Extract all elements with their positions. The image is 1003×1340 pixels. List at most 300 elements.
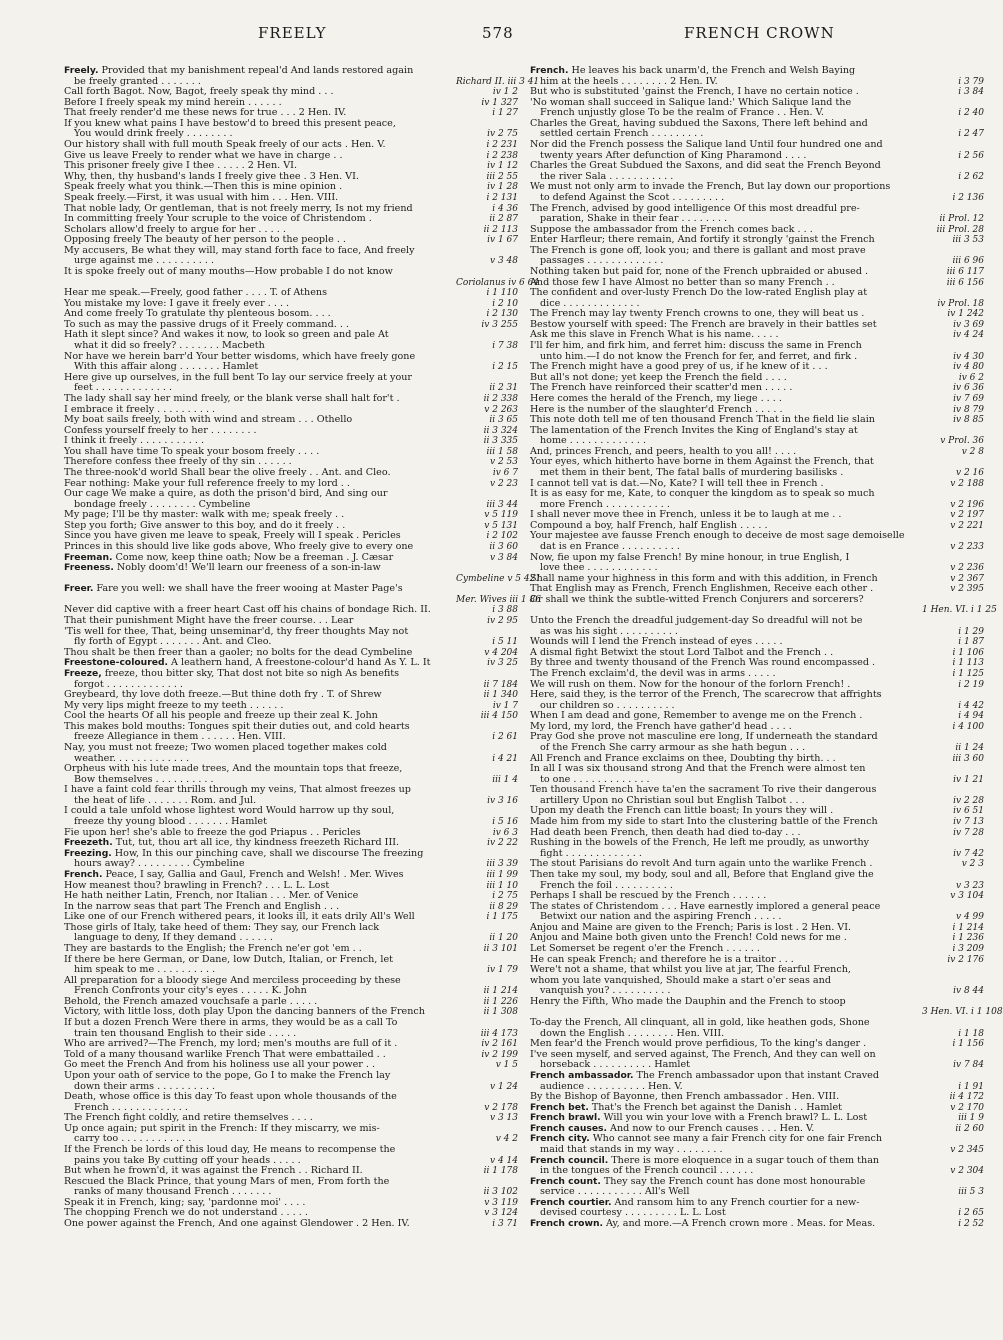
headword: French courtier. [530, 1196, 612, 1208]
quotation-text: Princes in this should live like gods above, Who freely give to every one [64, 541, 414, 553]
quotation-text: There is more eloquence in a sugar touch of them than [611, 1154, 880, 1166]
act-scene-line-reference: iv 1 327 [454, 98, 518, 109]
act-scene-line-reference: ii 1 340 [454, 690, 518, 701]
act-scene-line-reference: iii Prol. 28 [920, 225, 984, 236]
act-scene-line-reference: i 2 231 [454, 140, 518, 151]
quotation-text: I have a faint cold fear thrills through my veins, That almost freezes up [64, 784, 411, 796]
quotation-text: him speak to me . . . . . . . . . . [74, 964, 216, 976]
act-scene-line-reference: iii 6 96 [920, 256, 984, 267]
act-scene-line-reference: iii 6 156 [920, 278, 984, 289]
quotation-text: Step you forth; Give answer to this boy, and do it freely . . [64, 519, 346, 531]
quotation-text: My boat sails freely, both with wind and stream . . . Othello [64, 414, 353, 426]
act-scene-line-reference: iii 3 44 [454, 500, 518, 511]
quotation-text: unto him.—I do not know the French for fer, and ferret, and firk . [540, 350, 858, 362]
quotation-text: Henry the Fifth, Who made the Dauphin and the French to stoop [530, 995, 846, 1007]
quotation-text: in the tongues of the French council . . . . . . [540, 1165, 754, 1177]
quotation-text: How, In this our pinching cave, shall we discourse The freezing [114, 847, 424, 859]
quotation-text: All preparation for a bloody siege And merciless proceeding by these [64, 974, 401, 986]
act-scene-line-reference: iv Prol. 18 [920, 299, 984, 310]
act-scene-line-reference: i 1 156 [920, 1039, 984, 1050]
act-scene-line-reference: iv 3 25 [454, 658, 518, 669]
act-scene-line-reference: iv 8 85 [920, 415, 984, 426]
quotation-text: Fie upon her! she's able to freeze the god Priapus . . Pericles [64, 826, 361, 838]
headword: French causes. [530, 1122, 608, 1134]
quotation-text: Since you have given me leave to speak, Freely will I speak . Pericles [64, 530, 401, 542]
quotation-text: It is spoke freely out of many mouths—How probable I do not know [64, 265, 393, 277]
act-scene-line-reference: iii 3 60 [920, 754, 984, 765]
act-scene-line-reference: v 2 345 [920, 1145, 984, 1156]
act-scene-line-reference: i 2 75 [454, 891, 518, 902]
quotation-text: Behold, the French amazed vouchsafe a parle . . . . . [64, 995, 318, 1007]
act-scene-line-reference: iv 7 28 [920, 828, 984, 839]
act-scene-line-reference: iv 2 161 [454, 1039, 518, 1050]
act-scene-line-reference: iii 3 53 [920, 235, 984, 246]
act-scene-line-reference: ii 1 214 [454, 986, 518, 997]
headword: Freezing. [64, 847, 112, 859]
act-scene-line-reference: v 3 48 [454, 256, 518, 267]
quotation-text: dice . . . . . . . . . . . . . [540, 297, 640, 309]
act-scene-line-reference: v 2 170 [920, 1103, 984, 1114]
quotation-text: One power against the French, And one against Glendower . 2 Hen. IV. [64, 1218, 410, 1230]
quotation-text: Perhaps I shall be rescued by the French . . . . . . [530, 890, 767, 902]
act-scene-line-reference: iii 1 4 [454, 775, 518, 786]
act-scene-line-reference: i 1 175 [454, 912, 518, 923]
quotation-text: Charles the Great, having subdued the Saxons, There left behind and [530, 117, 868, 129]
act-scene-line-reference: Cymbeline v 5 421 [456, 573, 542, 584]
quotation-text: You mistake my love: I gave it freely ever . . . . [64, 297, 290, 309]
quotation-text: carry too . . . . . . . . . . . . [74, 1133, 192, 1145]
quotation-text: Never did captive with a freer heart Cast off his chains of bondage Rich. II. [64, 604, 431, 616]
quotation-text: I think it freely . . . . . . . . . . . [64, 435, 205, 447]
quotation-text: to defend Against the Scot . . . . . . . . . [540, 191, 725, 203]
quotation-text: Charles the Great Subdued the Saxons, and did seat the French Beyond [530, 160, 881, 172]
act-scene-line-reference: i 2 40 [920, 108, 984, 119]
act-scene-line-reference: ii 2 87 [454, 214, 518, 225]
quotation-text: French . . . . . . . . . . . . . [74, 1101, 188, 1113]
act-scene-line-reference: v 2 367 [920, 574, 984, 585]
act-scene-line-reference: v 3 23 [920, 881, 984, 892]
act-scene-line-reference: 1 Hen. VI. i 1 25 [922, 605, 997, 616]
act-scene-line-reference: i 2 52 [920, 1219, 984, 1230]
headword: French. [530, 65, 569, 76]
act-scene-line-reference: iv 2 199 [454, 1050, 518, 1061]
quotation-text: Therefore confess thee freely of thy sin . . . . . . [64, 456, 292, 468]
act-scene-line-reference: v 2 197 [920, 510, 984, 521]
quotation-text: My lord, my lord, the French have gather'd head . . . . [530, 720, 792, 732]
quotation-text: They say the French count has done most honourable [603, 1175, 866, 1187]
quotation-text: Your majestee ave fausse French enough to deceive de most sage demoiselle [530, 530, 905, 542]
act-scene-line-reference: iv 4 30 [920, 352, 984, 363]
quotation-text: He leaves his back unarm'd, the French and Welsh Baying [571, 65, 856, 76]
quotation-text: Let Somerset be regent o'er the French . . . . . . [530, 942, 760, 954]
quotation-text: Were't not a shame, that whilst you live at jar, The fearful French, [530, 964, 851, 976]
act-scene-line-reference: i 2 238 [454, 151, 518, 162]
headword: Freely. [64, 65, 99, 76]
quotation-text: That freely render'd me these news for true . . . 2 Hen. IV. [64, 107, 347, 119]
act-scene-line-reference: iv 6 3 [454, 828, 518, 839]
quotation-text: All French and France exclaims on thee, Doubting thy birth. . . [530, 752, 836, 764]
quotation-text: be freely granted . . . . . . . [74, 75, 201, 87]
act-scene-line-reference: i 1 91 [920, 1082, 984, 1093]
quotation-text: maid that stands in my way . . . . . . . . [540, 1143, 723, 1155]
quotation-text: The three-nook'd world Shall bear the olive freely . . Ant. and Cleo. [64, 466, 391, 478]
headword: French crown. [530, 1218, 603, 1230]
act-scene-line-reference: i 1 27 [454, 108, 518, 119]
quotation-text: Ten thousand French have ta'en the sacrament To rive their dangerous [530, 784, 877, 796]
act-scene-line-reference: i 5 16 [454, 817, 518, 828]
quotation-text: Go meet the French And from his holiness use all your power . . [64, 1059, 376, 1071]
quotation-text: By three and twenty thousand of the French Was round encompassed . [530, 657, 876, 669]
quotation-text: The lamentation of the French Invites the King of England's stay at [530, 424, 858, 436]
quotation-text: Pray God she prove not masculine ere long, If underneath the standard [530, 731, 878, 743]
quotation-text: Greybeard, thy love doth freeze.—But thine doth fry . T. of Shrew [64, 689, 382, 701]
quotation-text: And ransom him to any French courtier for a new- [614, 1196, 860, 1208]
quotation-text: When I am dead and gone, Remember to avenge me on the French . [530, 710, 863, 722]
act-scene-line-reference: iv 6 51 [920, 806, 984, 817]
act-scene-line-reference: iv 6 2 [920, 373, 984, 384]
quotation-text: And, princes French, and peers, health to you all! . . . . [530, 445, 797, 457]
quotation-text: My accusers, Be what they will, may stand forth face to face, And freely [64, 244, 415, 256]
quotation-text: our children so . . . . . . . . . . [540, 699, 675, 711]
act-scene-line-reference: i 4 42 [920, 701, 984, 712]
headword: French brawl. [530, 1112, 601, 1124]
act-scene-line-reference: i 2 102 [454, 531, 518, 542]
act-scene-line-reference: i 3 71 [454, 1219, 518, 1230]
quotation-text: We must not only arm to invade the French, But lay down our proportions [530, 181, 891, 193]
headword: Freezeth. [64, 837, 113, 849]
quotation-text: freeze thy young blood . . . . . . . Hamlet [74, 816, 267, 828]
quotation-text: pains you take By cutting off your heads . . . . . [74, 1154, 301, 1166]
quotation-text: paration, Shake in their fear . . . . . . . . [540, 213, 728, 225]
act-scene-line-reference: iv 3 16 [454, 796, 518, 807]
quotation-line [64, 1219, 518, 1230]
quotation-text: But all's not done; yet keep the French the field . . . . [530, 371, 787, 383]
quotation-text: Those girls of Italy, take heed of them: They say, our French lack [64, 921, 380, 933]
act-scene-line-reference: v 3 119 [454, 1198, 518, 1209]
quotation-text: freeze, thou bitter sky, That dost not bite so nigh As benefits [104, 667, 400, 679]
act-scene-line-reference: i 1 113 [920, 658, 984, 669]
quotation-text: Wounds will I lend the French instead of eyes . . . . . [530, 636, 783, 648]
act-scene-line-reference: i 3 209 [920, 944, 984, 955]
quotation-text: Hear me speak.—Freely, good father . . . . T. of Athens [64, 287, 327, 299]
quotation-text: This note doth tell me of ten thousand French That in the field lie slain [530, 414, 875, 426]
act-scene-line-reference: ii 2 338 [454, 394, 518, 405]
act-scene-line-reference: iii 1 99 [454, 870, 518, 881]
quotation-text: what it did so freely? . . . . . . . Macbeth [74, 340, 265, 352]
act-scene-line-reference: i 1 236 [920, 933, 984, 944]
quotation-text: If you knew what pains I have bestow'd to breed this present peace, [64, 117, 396, 129]
quotation-text: Confess yourself freely to her . . . . . . . . [64, 424, 257, 436]
quotation-text: Like one of our French withered pears, it looks ill, it eats drily All's Well [64, 911, 415, 923]
quotation-text: Orpheus with his lute made trees, And the mountain tops that freeze, [64, 763, 403, 775]
quotation-text: My very lips might freeze to my teeth . . . . . . [64, 699, 284, 711]
act-scene-line-reference: i 1 125 [920, 669, 984, 680]
quotation-text: The French exclaim'd, the devil was in arms . . . . . [530, 667, 776, 679]
act-scene-line-reference: Mer. Wives iii 1 86 [456, 594, 541, 605]
quotation-text: him at the heels . . . . . . . . 2 Hen. IV. [540, 75, 718, 87]
quotation-text: Shall name your highness in this form and with this addition, in French [530, 572, 878, 584]
act-scene-line-reference: v 2 16 [920, 468, 984, 479]
quotation-text: more French . . . . . . . . . . . [540, 498, 670, 510]
act-scene-line-reference: iii 5 3 [920, 1187, 984, 1198]
quotation-text: The confident and over-lusty French Do the low-rated English play at [530, 287, 868, 299]
quotation-text: Here give up ourselves, in the full bent To lay our service freely at your [64, 371, 413, 383]
act-scene-line-reference: i 2 15 [454, 362, 518, 373]
quotation-text: Here is the number of the slaughter'd French . . . . . [530, 403, 783, 415]
quotation-text: of the French She carry armour as she hath begun . . . [540, 742, 806, 753]
act-scene-line-reference: iv 1 12 [454, 161, 518, 172]
headword: French council. [530, 1154, 609, 1166]
act-scene-line-reference: v 4 14 [454, 1156, 518, 1167]
act-scene-line-reference: v 3 104 [920, 891, 984, 902]
quotation-text: Death, whose office is this day To feast upon whole thousands of the [64, 1091, 397, 1103]
act-scene-line-reference: ii 1 20 [454, 933, 518, 944]
headword: French ambassador. [530, 1069, 634, 1081]
quotation-text: vanquish you? . . . . . . . . . . [540, 985, 671, 997]
quotation-text: You would drink freely . . . . . . . . [74, 128, 233, 140]
quotation-text: service . . . . . . . . . . . All's Well [540, 1186, 690, 1198]
quotation-text: Here, said they, is the terror of the French, The scarecrow that affrights [530, 689, 882, 701]
quotation-text: Suppose the ambassador from the French comes back . . . [530, 223, 813, 235]
quotation-text: Enter Harfleur; there remain, And fortify it strongly 'gainst the French [530, 234, 875, 246]
quotation-text: Come now, keep thine oath; Now be a freeman . J. Cæsar [115, 551, 394, 563]
quotation-text: How meanest thou? brawling in French? . . . L. L. Lost [64, 879, 330, 891]
quotation-text: If the French be lords of this loud day, He means to recompense the [64, 1143, 396, 1155]
quotation-text: down the English . . . . . . . . Hen. VIII. [540, 1027, 725, 1039]
act-scene-line-reference: ii 3 101 [454, 944, 518, 955]
quotation-text: 'No woman shall succeed in Salique land:' Which Salique land the [530, 96, 852, 108]
act-scene-line-reference: iv 7 13 [920, 817, 984, 828]
quotation-text: Our cage We make a quire, as doth the prison'd bird, And sing our [64, 488, 388, 500]
quotation-text: Told of a many thousand warlike French That were embattailed . . [64, 1048, 386, 1060]
headword-entry-line [64, 563, 518, 574]
quotation-text: whom you late vanquished, Should make a start o'er seas and [530, 974, 831, 986]
quotation-text: Upon your oath of service to the pope, Go I to make the French lay [64, 1069, 391, 1081]
quotation-text: Or shall we think the subtle-witted French Conjurers and sorcerers? [530, 593, 864, 605]
headword: Freeman. [64, 551, 113, 563]
quotation-text: The lady shall say her mind freely, or the blank verse shall halt for't . [64, 392, 400, 404]
act-scene-line-reference: i 1 110 [454, 288, 518, 299]
quotation-text: Victory, with little loss, doth play Upon the dancing banners of the French [64, 1006, 425, 1018]
running-header [0, 24, 1000, 50]
act-scene-line-reference: ii 3 65 [454, 415, 518, 426]
quotation-text: The French fight coldly, and retire themselves . . . . [64, 1112, 313, 1124]
act-scene-line-reference: ii 1 226 [454, 997, 518, 1008]
quotation-line [530, 595, 984, 606]
left-column [64, 65, 542, 1332]
act-scene-line-reference: i 2 65 [920, 1208, 984, 1219]
headword-entry-line [64, 584, 518, 595]
quotation-text: weather. . . . . . . . . . . . . [74, 752, 190, 764]
quotation-text: By the Bishop of Bayonne, then French ambassador . Hen. VIII. [530, 1091, 840, 1103]
act-scene-line-reference: 3 Hen. VI. i 1 108 [922, 1007, 1003, 1018]
quotation-text: I've seen myself, and served against, The French, And they can well on [530, 1048, 876, 1060]
act-scene-line-reference: iv 4 24 [920, 330, 984, 341]
act-scene-line-reference: v 3 84 [454, 553, 518, 564]
quotation-text: Unto the French the dreadful judgement-day So dreadful will not be [530, 615, 863, 627]
act-scene-line-reference: iv 1 21 [920, 775, 984, 786]
headword: Freer. [64, 583, 94, 595]
quotation-text: Now, fie upon my false French! By mine honour, in true English, I [530, 551, 850, 563]
quotation-text: Then take my soul, my body, soul and all, Before that England give the [530, 868, 874, 880]
quotation-text: I cannot tell vat is dat.—No, Kate? I will tell thee in French . [530, 477, 824, 489]
quotation-text: Will you win your love with a French brawl? L. L. Lost [603, 1112, 868, 1124]
quotation-text: I could a tale unfold whose lightest word Would harrow up thy soul, [64, 805, 395, 817]
quotation-text: down their arms . . . . . . . . . . [74, 1080, 216, 1092]
quotation-text: Thou shalt be then freer than a gaoler; no bolts for the dead Cymbeline [64, 646, 413, 658]
act-scene-line-reference: v 2 188 [920, 479, 984, 490]
quotation-text: Tut, tut, thou art all ice, thy kindness freezeth Richard III. [115, 837, 400, 849]
headword: Freeze, [64, 667, 102, 679]
quotation-line [530, 997, 984, 1008]
quotation-text: forgot . . . . . . . . . . . . . [74, 678, 183, 690]
act-scene-line-reference: v 5 119 [454, 510, 518, 521]
quotation-text: It is as easy for me, Kate, to conquer the kingdom as to speak so much [530, 488, 875, 500]
act-scene-line-reference: v 2 196 [920, 500, 984, 511]
quotation-text: Nay, you must not freeze; Two women placed together makes cold [64, 742, 387, 753]
act-scene-line-reference: v 2 221 [920, 521, 984, 532]
quotation-text: feet . . . . . . . . . . . . . [74, 382, 173, 394]
headword: Freeness. [64, 562, 114, 574]
quotation-text: And come freely To gratulate thy plenteous bosom. . . . [64, 308, 331, 320]
quotation-text: In the narrow seas that part The French and English . . . [64, 900, 340, 912]
quotation-text: artillery Upon no Christian soul but English Talbot . . . [540, 794, 805, 806]
quotation-text: dat is en France . . . . . . . . . . [540, 541, 680, 553]
act-scene-line-reference: v 2 53 [454, 457, 518, 468]
act-scene-line-reference: iii 6 117 [920, 267, 984, 278]
quotation-text: The French ambassador upon that instant Craved [636, 1069, 879, 1081]
quotation-text: In committing freely Your scruple to the voice of Christendom . [64, 213, 372, 225]
quotation-text: Fare you well: we shall have the freer wooing at Master Page's [96, 583, 403, 595]
quotation-text: Cool the hearts Of all his people and freeze up their zeal K. John [64, 710, 378, 722]
act-scene-line-reference: v 1 24 [454, 1082, 518, 1093]
quotation-text: Nor did the French possess the Salique land Until four hundred one and [530, 139, 883, 151]
quotation-text: to one . . . . . . . . . . . . . [540, 773, 650, 785]
act-scene-line-reference: v 3 124 [454, 1208, 518, 1219]
quotation-text: I embrace it freely . . . . . . . . . . [64, 403, 216, 415]
quotation-text: Speak it in French, king; say, 'pardonne moi' . . . . [64, 1196, 306, 1208]
act-scene-line-reference: i 5 11 [454, 637, 518, 648]
quotation-text: The French is gone off, look you; and there is gallant and most prave [530, 244, 866, 256]
quotation-text: The French might have a good prey of us, if he knew of it . . . [530, 361, 828, 373]
quotation-text: 'Tis well for thee, That, being unseminar'd, thy freer thoughts May not [64, 625, 409, 637]
quotation-text: French the foil . . . . . . . . . . [540, 879, 673, 891]
act-scene-line-reference: ii 2 60 [920, 1124, 984, 1135]
quotation-text: settled certain French . . . . . . . . . [540, 128, 704, 140]
quotation-text: We will rush on them. Now for the honour of the forlorn French! . [530, 678, 851, 690]
act-scene-line-reference: i 1 18 [920, 1029, 984, 1040]
act-scene-line-reference: i 2 47 [920, 129, 984, 140]
quotation-text: Bow themselves . . . . . . . . . . [74, 773, 214, 785]
act-scene-line-reference: i 7 38 [454, 341, 518, 352]
quotation-text: Ay, and more.—A French crown more . Meas. for Meas. [605, 1218, 876, 1230]
quotation-text: Give us leave Freely to render what we have in charge . . [64, 149, 343, 161]
act-scene-line-reference: i 2 130 [454, 309, 518, 320]
headword-entry-line [530, 1219, 984, 1230]
quotation-text: freeze Allegiance in them . . . . . . Hen. VIII. [74, 731, 286, 743]
quotation-text: To-day the French, All clinquant, all in gold, like heathen gods, Shone [530, 1017, 870, 1029]
act-scene-line-reference: iv 3 69 [920, 320, 984, 331]
act-scene-line-reference: ii 1 24 [920, 743, 984, 754]
quotation-text: fly forth of Egypt . . . . . . . Ant. and Cleo. [74, 636, 272, 648]
act-scene-line-reference: iii 4 173 [454, 1029, 518, 1040]
header-right-guide-word: FRENCH CROWN [684, 24, 835, 42]
act-scene-line-reference: iv 7 69 [920, 394, 984, 405]
quotation-text: met them in their bent, The fatal balls of murdering basilisks . [540, 466, 844, 478]
act-scene-line-reference: iv 2 176 [920, 955, 984, 966]
act-scene-line-reference: iv 3 255 [454, 320, 518, 331]
act-scene-line-reference: iv 2 75 [454, 129, 518, 140]
act-scene-line-reference: v 5 131 [454, 521, 518, 532]
quotation-text: You shall have time To speak your bosom freely . . . . [64, 445, 320, 457]
act-scene-line-reference: iv 4 80 [920, 362, 984, 373]
quotation-text: audience . . . . . . . . . . Hen. V. [540, 1080, 683, 1092]
quotation-text: Ask me this slave in French What is his name. . . . . [530, 329, 779, 341]
quotation-text: Had death been French, then death had died to-day . . . [530, 826, 801, 838]
act-scene-line-reference: v 2 3 [920, 859, 984, 870]
quotation-text: Here comes the herald of the French, my liege . . . . [530, 392, 782, 404]
act-scene-line-reference: i 2 62 [920, 172, 984, 183]
act-scene-line-reference: ii 2 113 [454, 225, 518, 236]
quotation-text: And now to our French causes . . . Hen. V. [610, 1122, 815, 1134]
page-number: 578 [482, 24, 514, 42]
act-scene-line-reference: v 2 8 [920, 447, 984, 458]
act-scene-line-reference: ii Prol. 12 [920, 214, 984, 225]
act-scene-line-reference: iv 6 36 [920, 383, 984, 394]
act-scene-line-reference: iv 2 95 [454, 616, 518, 627]
act-scene-line-reference: iii 4 150 [454, 711, 518, 722]
quotation-text: He can speak French; and therefore he is a traitor . . . [530, 953, 794, 965]
act-scene-line-reference: i 1 106 [920, 648, 984, 659]
quotation-text: Bestow yourself with speed: The French are bravely in their battles set [530, 318, 877, 330]
quotation-text: Peace, I say, Gallia and Gaul, French and Welsh! . Mer. Wives [105, 868, 404, 880]
act-scene-line-reference: ii 7 184 [454, 680, 518, 691]
quotation-text: This makes bold mouths: Tongues spit their duties out, and cold hearts [64, 720, 410, 732]
act-scene-line-reference: iv 1 28 [454, 182, 518, 193]
headword: French bet. [530, 1101, 589, 1113]
quotation-text: With this affair along . . . . . . . Hamlet [74, 361, 259, 373]
quotation-text: But when he frown'd, it was against the French . . Richard II. [64, 1165, 363, 1177]
act-scene-line-reference: i 1 214 [920, 923, 984, 934]
quotation-text: Nor have we herein barr'd Your better wisdoms, which have freely gone [64, 350, 416, 362]
act-scene-line-reference: v 4 99 [920, 912, 984, 923]
act-scene-line-reference: iv 1 67 [454, 235, 518, 246]
act-scene-line-reference: i 2 136 [920, 193, 984, 204]
quotation-text: The stout Parisians do revolt And turn again unto the warlike French . [530, 858, 873, 870]
quotation-text: This prisoner freely give I thee . . . . . 2 Hen. VI. [64, 160, 298, 172]
act-scene-line-reference: iv 6 7 [454, 468, 518, 479]
act-scene-line-reference: v 4 2 [454, 1134, 518, 1145]
quotation-text: My page; I'll be thy master: walk with me; speak freely . . [64, 509, 345, 521]
quotation-text: Betwixt our nation and the aspiring French . . . . . [540, 911, 782, 923]
quotation-text: The chopping French we do not understand . . . . . [64, 1207, 308, 1219]
quotation-text: Anjou and Maine are given to the French; Paris is lost . 2 Hen. VI. [530, 921, 852, 933]
act-scene-line-reference: iii 1 58 [454, 447, 518, 458]
header-left-guide-word: FREELY [258, 24, 327, 42]
act-scene-line-reference: iii 2 55 [454, 172, 518, 183]
quotation-line [64, 267, 518, 278]
act-scene-line-reference: ii 2 31 [454, 383, 518, 394]
act-scene-line-reference: iv 8 79 [920, 405, 984, 416]
quotation-text: Our history shall with full mouth Speak freely of our acts . Hen. V. [64, 139, 386, 151]
quotation-text: That English may as French, French Englishmen, Receive each other . [530, 583, 874, 595]
act-scene-line-reference: v 2 304 [920, 1166, 984, 1177]
act-scene-line-reference: ii 4 172 [920, 1092, 984, 1103]
quotation-text: Who cannot see many a fair French city for one fair French [592, 1133, 883, 1145]
act-scene-line-reference: v 2 236 [920, 563, 984, 574]
quotation-text: He hath neither Latin, French, nor Italian . . . Mer. of Venice [64, 890, 359, 902]
act-scene-line-reference: v 1 5 [454, 1060, 518, 1071]
